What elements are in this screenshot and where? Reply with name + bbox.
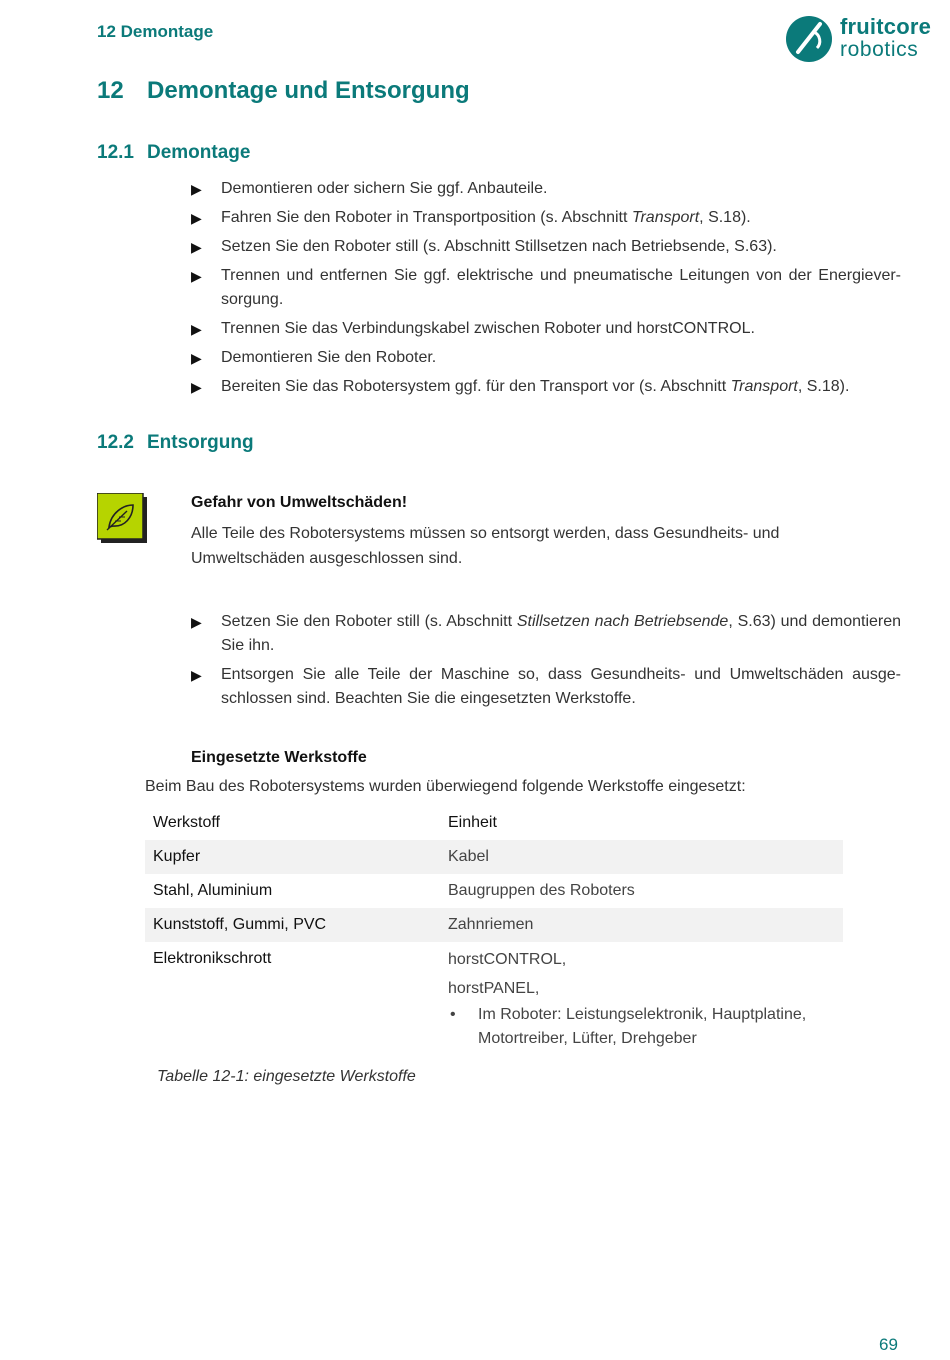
logo-wordmark-top: fruitcore — [840, 14, 932, 39]
materials-intro: Beim Bau des Robotersystems wurden überwiegend folgende Werkstoffe eingesetzt: — [145, 778, 746, 795]
list-item: ▶ Setzen Sie den Roboter still (s. Abschnitt Stillsetzen nach Betriebsende, S.63). — [191, 235, 901, 259]
materials-title: Eingesetzte Werkstoffe — [191, 749, 367, 766]
list-item: ▶ Trennen und entfernen Sie ggf. elektrische und pneumatische Leitungen von der Energiever-sorgung. — [191, 264, 901, 312]
table-caption: Tabelle 12-1: eingesetzte Werkstoffe — [157, 1068, 416, 1085]
arrow-marker-icon: ▶ — [191, 268, 202, 284]
table-row: Kupfer Kabel — [145, 840, 843, 874]
arrow-marker-icon: ▶ — [191, 667, 202, 683]
section-number: 12.1 — [97, 142, 134, 163]
demontage-steps-list — [191, 177, 901, 404]
chapter-heading — [97, 77, 470, 105]
fruitcore-logo — [784, 14, 944, 66]
arrow-marker-icon: ▶ — [191, 239, 202, 255]
arrow-marker-icon: ▶ — [191, 210, 202, 226]
list-item: ▶ Fahren Sie den Roboter in Transportposition (s. Abschnitt Transport, S.18). — [191, 206, 901, 230]
table-header-row — [145, 806, 843, 840]
table-row: Kunststoff, Gummi, PVC Zahnriemen — [145, 908, 843, 942]
list-item: ▶ Demontieren oder sichern Sie ggf. Anbauteile. — [191, 177, 901, 201]
list-item: ▶ Entsorgen Sie alle Teile der Maschine so, dass Gesundheits- und Umweltschäden ausge-schlossen sind. Beachten Sie die eingesetzten Werkstoffe. — [191, 663, 901, 711]
materials-table — [145, 806, 843, 1057]
chapter-title: Demontage und Entsorgung — [147, 77, 470, 104]
entsorgung-steps-list — [191, 610, 901, 716]
unit-line: horstCONTROL, — [448, 951, 567, 968]
unit-line: horstPANEL, — [448, 980, 540, 997]
page-number: 69 — [879, 1335, 898, 1354]
unit-sublist — [448, 1003, 835, 1051]
leaf-icon — [97, 493, 147, 543]
list-item: ▶ Bereiten Sie das Robotersystem ggf. für den Transport vor (s. Abschnitt Transport, S.18). — [191, 375, 901, 399]
section-title: Demontage — [147, 142, 251, 163]
bullet-dot-icon: • — [450, 1006, 456, 1023]
column-header-einheit: Einheit — [448, 814, 497, 831]
arrow-marker-icon: ▶ — [191, 379, 202, 395]
running-head: 12 Demontage — [97, 22, 214, 41]
table-row: Stahl, Aluminium Baugruppen des Roboters — [153, 882, 635, 899]
hazard-text: Alle Teile des Robotersystems müssen so entsorgt werden, dass Gesundheits- und Umweltschäden ausgeschlossen sind. — [191, 525, 780, 567]
table-row: Elektronikschrott horstCONTROL, horstPANEL, • Im Roboter: Leistungselektronik, Hauptplatine, Motortreiber, Lüfter, Drehgeber — [145, 942, 843, 1057]
hazard-title: Gefahr von Umweltschäden! — [191, 494, 408, 511]
logo-mark-icon — [784, 14, 834, 64]
column-header-werkstoff: Werkstoff — [153, 814, 220, 831]
list-item: ▶ Demontieren Sie den Roboter. — [191, 346, 901, 370]
logo-wordmark-bottom: robotics — [840, 38, 919, 61]
section-title: Entsorgung — [147, 432, 254, 453]
list-item: ▶ Setzen Sie den Roboter still (s. Abschnitt Stillsetzen nach Betriebsende, S.63) und demontieren Sie ihn. — [191, 610, 901, 658]
arrow-marker-icon: ▶ — [191, 181, 202, 197]
chapter-number: 12 — [97, 77, 124, 104]
arrow-marker-icon: ▶ — [191, 614, 202, 630]
arrow-marker-icon: ▶ — [191, 350, 202, 366]
section-number: 12.2 — [97, 432, 134, 453]
list-item: • Im Roboter: Leistungselektronik, Hauptplatine, Motortreiber, Lüfter, Drehgeber — [448, 1003, 835, 1051]
section-heading-demontage — [97, 142, 250, 164]
list-item: ▶ Trennen Sie das Verbindungskabel zwischen Roboter und horstCONTROL. — [191, 317, 901, 341]
section-heading-entsorgung — [97, 432, 254, 454]
arrow-marker-icon: ▶ — [191, 321, 202, 337]
